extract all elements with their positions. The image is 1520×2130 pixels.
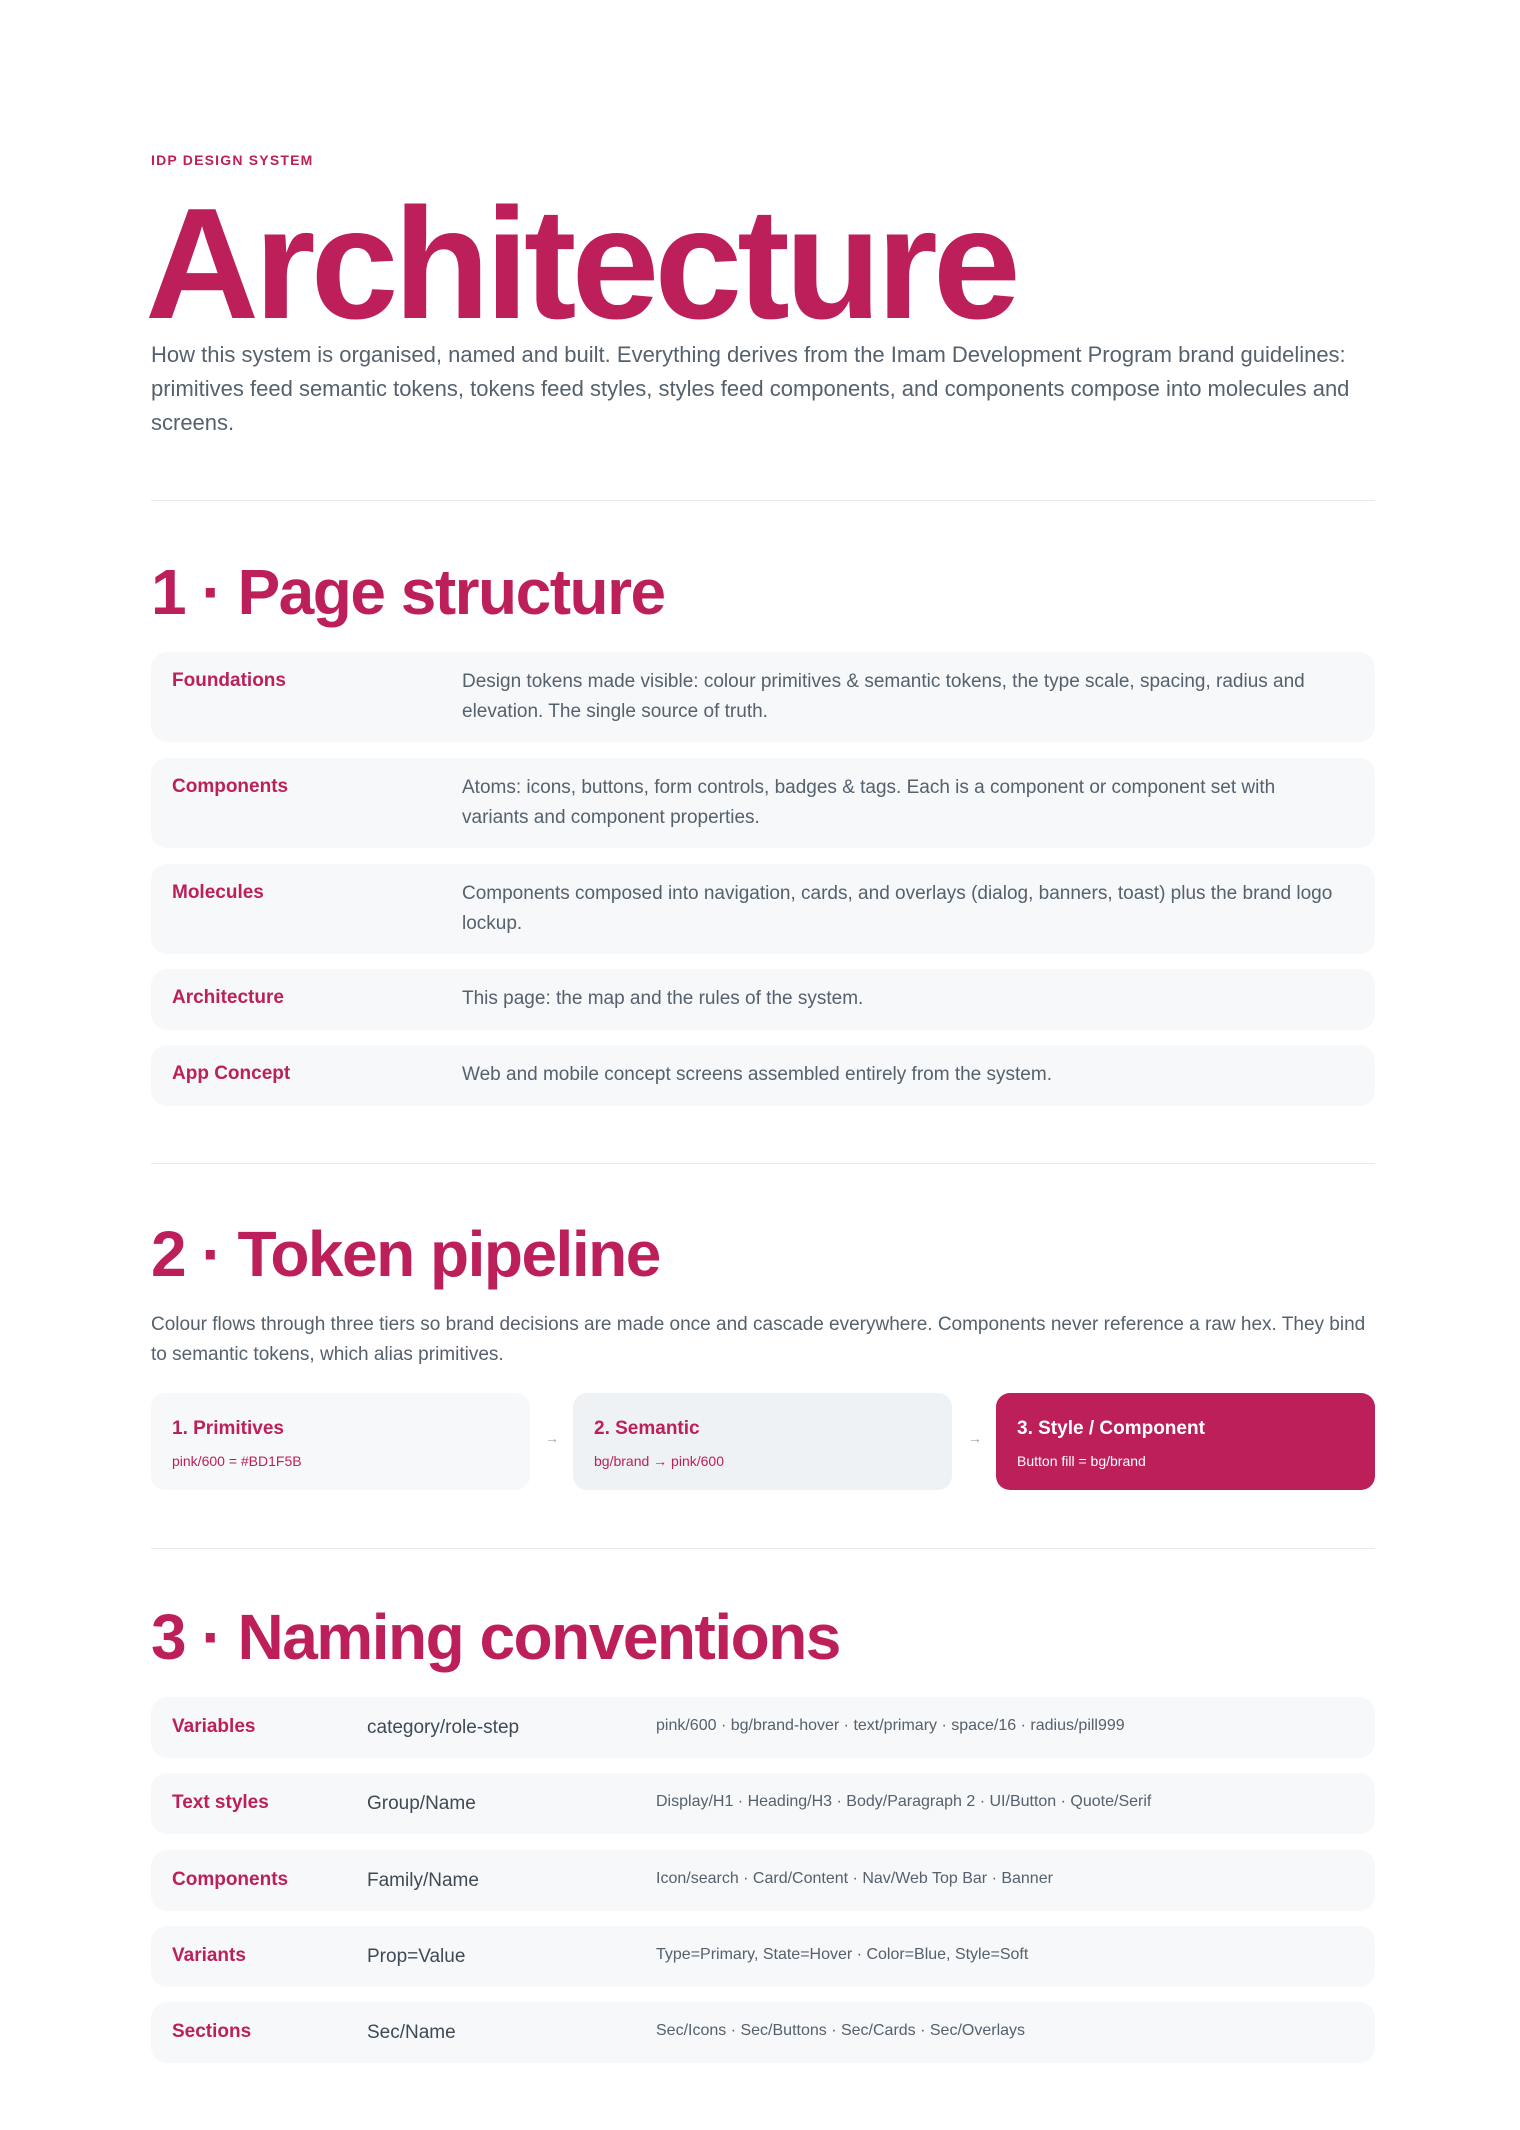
- pipeline-card-example: bg/brand → pink/600: [594, 1453, 724, 1469]
- eyebrow-label: IDP DESIGN SYSTEM: [151, 152, 314, 168]
- naming-row-examples: pink/600 · bg/brand-hover · text/primary · space/16 · radius/pill999: [656, 1717, 1125, 1734]
- pipeline-card-semantic: [573, 1393, 952, 1490]
- structure-row-architecture: [151, 969, 1375, 1030]
- pipeline-card-primitives: [151, 1393, 530, 1490]
- arrow-right-icon: →: [545, 1430, 559, 1446]
- structure-row-foundations: [151, 652, 1375, 742]
- structure-row-label: Components: [172, 776, 289, 797]
- pipeline-card-title: 1. Primitives: [172, 1418, 284, 1439]
- structure-row-label: Molecules: [172, 882, 264, 903]
- naming-row-pattern: Group/Name: [367, 1793, 476, 1814]
- structure-row-label: App Concept: [172, 1063, 291, 1084]
- naming-row-pattern: Prop=Value: [367, 1946, 466, 1967]
- section-title-naming-conventions: 3 · Naming conventions: [151, 1601, 840, 1673]
- divider: [151, 1163, 1375, 1164]
- naming-row-sections: [151, 2002, 1375, 2063]
- structure-row-label: Foundations: [172, 670, 286, 691]
- naming-row-examples: Type=Primary, State=Hover · Color=Blue, Style=Soft: [656, 1946, 1029, 1963]
- section-title-token-pipeline: 2 · Token pipeline: [151, 1218, 660, 1290]
- structure-row-components: [151, 758, 1375, 848]
- arrow-right-icon: →: [968, 1430, 982, 1446]
- naming-row-label: Components: [172, 1869, 289, 1890]
- pipeline-card-title: 2. Semantic: [594, 1418, 700, 1439]
- structure-row-desc: Atoms: icons, buttons, form controls, badges & tags. Each is a component or component set with variants and component properties.: [462, 777, 1276, 828]
- naming-row-variants: [151, 1926, 1375, 1987]
- naming-row-examples: Display/H1 · Heading/H3 · Body/Paragraph 2 · UI/Button · Quote/Serif: [656, 1793, 1152, 1810]
- structure-row-desc: Components composed into navigation, cards, and overlays (dialog, banners, toast) plus the brand logo lockup.: [462, 883, 1333, 934]
- naming-row-pattern: category/role-step: [367, 1717, 520, 1738]
- naming-row-variables: [151, 1697, 1375, 1758]
- structure-row-desc: Web and mobile concept screens assembled entirely from the system.: [462, 1064, 1052, 1085]
- divider: [151, 500, 1375, 501]
- pipeline-description: Colour flows through three tiers so brand decisions are made once and cascade everywhere. Components never reference a raw hex. They bind to semantic tokens, which alias primitives.: [151, 1314, 1366, 1365]
- naming-row-text-styles: [151, 1773, 1375, 1834]
- naming-row-examples: Icon/search · Card/Content · Nav/Web Top Bar · Banner: [656, 1870, 1053, 1887]
- naming-row-components: [151, 1850, 1375, 1911]
- divider: [151, 1548, 1375, 1549]
- structure-row-desc: Design tokens made visible: colour primitives & semantic tokens, the type scale, spacing, radius and elevation. The single source of truth.: [462, 671, 1305, 722]
- pipeline-card-example: pink/600 = #BD1F5B: [172, 1453, 302, 1469]
- section-title-page-structure: 1 · Page structure: [151, 556, 665, 628]
- naming-row-pattern: Family/Name: [367, 1870, 479, 1891]
- naming-row-label: Sections: [172, 2021, 252, 2042]
- pipeline-card-title: 3. Style / Component: [1017, 1418, 1205, 1439]
- structure-row-label: Architecture: [172, 987, 284, 1008]
- structure-row-app-concept: [151, 1045, 1375, 1106]
- naming-row-label: Variables: [172, 1716, 256, 1737]
- pipeline-card-style-component: [996, 1393, 1375, 1490]
- naming-row-label: Variants: [172, 1945, 246, 1966]
- page-description: How this system is organised, named and built. Everything derives from the Imam Development Program brand guidelines: primitives feed semantic tokens, tokens feed styles, styles feed components, and components compose into molecules and screens.: [151, 342, 1350, 435]
- page-title: Architecture: [145, 176, 1016, 352]
- naming-row-pattern: Sec/Name: [367, 2022, 456, 2043]
- structure-row-desc: This page: the map and the rules of the system.: [462, 988, 864, 1009]
- structure-row-molecules: [151, 864, 1375, 954]
- pipeline-card-example: Button fill = bg/brand: [1017, 1453, 1146, 1469]
- naming-row-label: Text styles: [172, 1792, 269, 1813]
- naming-row-examples: Sec/Icons · Sec/Buttons · Sec/Cards · Sec/Overlays: [656, 2022, 1026, 2039]
